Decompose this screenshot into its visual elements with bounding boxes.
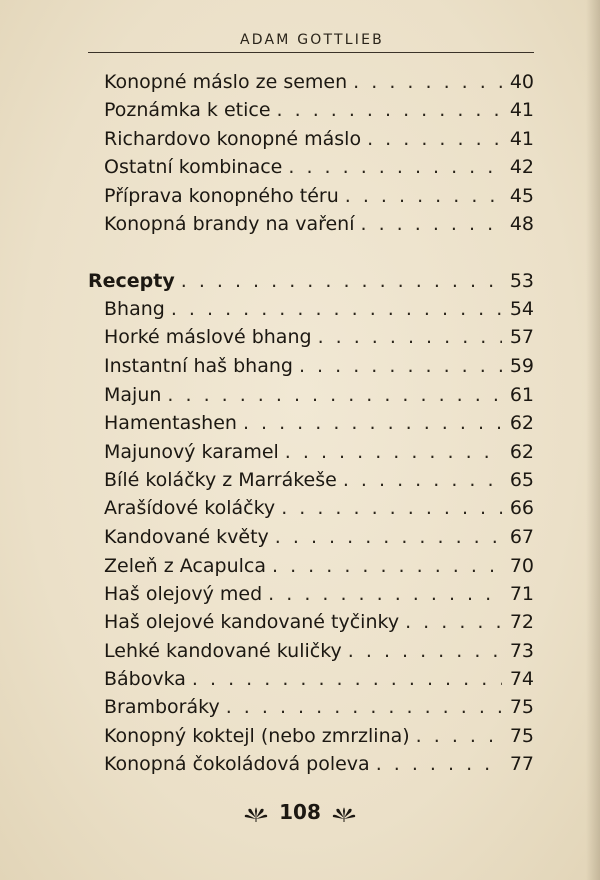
toc-entry-page: 59	[509, 355, 534, 377]
toc-entry-title: Ostatní kombinace	[104, 156, 283, 178]
leader-dots	[281, 494, 502, 522]
toc-entry-title: Horké máslové bhang	[104, 326, 312, 348]
page-number: 108	[279, 800, 321, 824]
toc-entry-page: 41	[509, 99, 534, 121]
toc-entry-page: 71	[509, 583, 534, 605]
toc-entry-page: 48	[509, 213, 534, 235]
leader-dots	[367, 125, 502, 153]
toc-entry-page: 62	[509, 441, 534, 463]
toc-entry	[88, 409, 534, 437]
toc-entry-title: Kandované květy	[104, 526, 269, 548]
leader-dots	[343, 466, 502, 494]
toc-entry-title: Instantní haš bhang	[104, 355, 293, 377]
toc-entry-title: Richardovo konopné máslo	[104, 128, 362, 150]
toc-entry-title: Haš olejové kandované tyčinky	[104, 611, 400, 633]
leader-dots	[405, 608, 502, 636]
leader-dots	[171, 295, 502, 323]
toc-entry	[88, 523, 534, 551]
toc-entry	[88, 750, 534, 778]
toc-entry-title: Majun	[104, 384, 162, 406]
toc-entry	[88, 722, 534, 750]
leader-dots	[353, 68, 502, 96]
toc-entry-title: Hamentashen	[104, 412, 237, 434]
toc-entry	[88, 438, 534, 466]
toc-entry-page: 65	[509, 469, 534, 491]
toc-entry	[88, 466, 534, 494]
toc-entry-page: 54	[509, 298, 534, 320]
toc-entry-title: Zeleň z Acapulca	[104, 555, 266, 577]
page-footer	[0, 800, 600, 824]
toc-entry-page: 77	[509, 753, 534, 775]
leader-dots	[243, 409, 502, 437]
toc-entry	[88, 68, 534, 96]
toc-entry-title: Konopná čokoládová poleva	[104, 753, 370, 775]
toc-section-page: 53	[509, 270, 534, 292]
cannabis-leaf-icon	[331, 802, 357, 822]
leader-dots	[272, 552, 502, 580]
toc-entry-page: 57	[509, 326, 534, 348]
toc-entry-page: 75	[509, 725, 534, 747]
leader-dots	[288, 153, 502, 181]
toc-entry	[88, 295, 534, 323]
toc-entry-page: 45	[509, 185, 534, 207]
toc-entry-title: Bábovka	[104, 668, 186, 690]
toc-entry-page: 74	[509, 668, 534, 690]
toc-entry-page: 73	[509, 640, 534, 662]
toc-entry-page: 72	[509, 611, 534, 633]
header-rule	[88, 52, 534, 53]
toc-entry	[88, 608, 534, 636]
leader-dots	[277, 96, 502, 124]
toc-entry-page: 40	[509, 71, 534, 93]
leader-dots	[345, 182, 502, 210]
toc-entry-title: Příprava konopného téru	[104, 185, 339, 207]
page-edge-shadow	[586, 0, 600, 880]
toc-entry	[88, 323, 534, 351]
leader-dots	[167, 381, 502, 409]
leader-dots	[268, 580, 502, 608]
toc-entry	[88, 637, 534, 665]
toc-entry-title: Bhang	[104, 298, 165, 320]
toc-entry	[88, 665, 534, 693]
toc-entry	[88, 125, 534, 153]
toc-entry-page: 67	[509, 526, 534, 548]
toc-entry-title: Arašídové koláčky	[104, 497, 276, 519]
toc-entry-page: 70	[509, 555, 534, 577]
toc-entry	[88, 552, 534, 580]
leader-dots	[275, 523, 502, 551]
toc-entry-title: Konopná brandy na vaření	[104, 213, 355, 235]
toc-entry-title: Majunový karamel	[104, 441, 279, 463]
toc-entry	[88, 352, 534, 380]
toc-entry	[88, 580, 534, 608]
leader-dots	[181, 267, 502, 295]
toc-entry-title: Bramboráky	[104, 696, 220, 718]
toc-entry-page: 41	[509, 128, 534, 150]
toc-entry	[88, 210, 534, 238]
toc-entry-page: 66	[509, 497, 534, 519]
leader-dots	[192, 665, 502, 693]
toc-entry	[88, 494, 534, 522]
leader-dots	[361, 210, 502, 238]
toc-entry	[88, 96, 534, 124]
toc-entry-title: Konopný koktejl (nebo zmrzlina)	[104, 725, 410, 747]
toc-entry-page: 62	[509, 412, 534, 434]
toc-section-heading	[88, 267, 534, 295]
toc-entry-title: Lehké kandované kuličky	[104, 640, 342, 662]
leader-dots	[285, 438, 502, 466]
toc-entry-title: Poznámka k etice	[104, 99, 271, 121]
toc-entry-title: Haš olejový med	[104, 583, 263, 605]
leader-dots	[299, 352, 502, 380]
toc-entry	[88, 153, 534, 181]
toc-section-title: Recepty	[88, 270, 175, 292]
leader-dots	[416, 722, 502, 750]
toc-entry-page: 61	[509, 384, 534, 406]
toc-entry	[88, 693, 534, 721]
toc-entry	[88, 381, 534, 409]
toc-entry-page: 42	[509, 156, 534, 178]
toc-entry-title: Konopné máslo ze semen	[104, 71, 348, 93]
toc-entry-page: 75	[509, 696, 534, 718]
toc-entry	[88, 182, 534, 210]
cannabis-leaf-icon	[243, 802, 269, 822]
leader-dots	[376, 750, 502, 778]
running-header: ADAM GOTTLIEB	[240, 32, 384, 48]
toc-entry-title: Bílé koláčky z Marrákeše	[104, 469, 337, 491]
leader-dots	[226, 693, 502, 721]
leader-dots	[318, 323, 502, 351]
leader-dots	[348, 637, 502, 665]
